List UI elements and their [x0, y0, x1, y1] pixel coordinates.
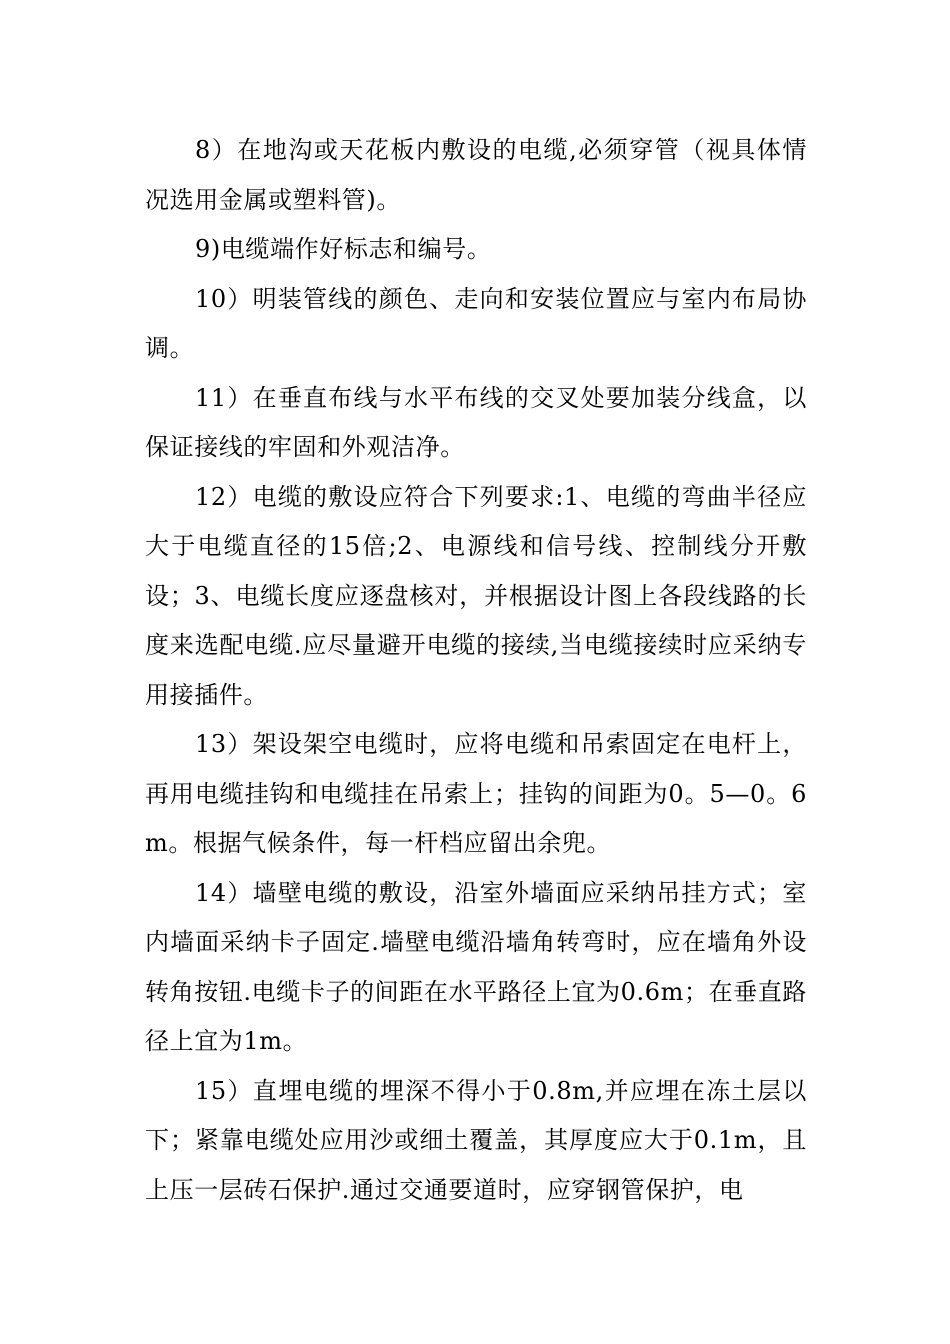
paragraph-item-15: 15）直埋电缆的埋深不得小于0.8m,并应埋在冻土层以下；紧靠电缆处应用沙或细土覆盖，其厚度应大于0.1m，且上压一层砖石保护.通过交通要道时，应穿钢管保护，电	[145, 1076, 807, 1204]
paragraph-item-12: 12）电缆的敷设应符合下列要求:1、电缆的弯曲半径应大于电缆直径的15倍;2、电源线和信号线、控制线分开敷设；3、电缆长度应逐盘核对，并根据设计图上各段线路的长度来选配电缆.应尽量避开电缆的接续,当电缆接续时应采纳专用接插件。	[145, 482, 807, 709]
paragraph-item-11: 11）在垂直布线与水平布线的交叉处要加装分线盒，以保证接线的牢固和外观洁净。	[145, 383, 807, 461]
paragraph-item-14: 14）墙壁电缆的敷设，沿室外墙面应采纳吊挂方式；室内墙面采纳卡子固定.墙壁电缆沿墙角转弯时，应在墙角外设转角按钮.电缆卡子的间距在水平路径上宜为0.6m；在垂直路径上宜为1m。	[145, 878, 807, 1055]
paragraph-item-9: 9)电缆端作好标志和编号。	[195, 235, 492, 263]
paragraph-item-13: 13）架设架空电缆时，应将电缆和吊索固定在电杆上，再用电缆挂钩和电缆挂在吊索上；挂钩的间距为0。5—0。6m。根据气候条件，每一杆档应留出余兜。	[145, 730, 807, 857]
paragraph-item-8: 8）在地沟或天花板内敷设的电缆,必须穿管（视具体情况选用金属或塑料管)。	[145, 136, 807, 214]
document-body	[145, 126, 807, 1215]
paragraph-item-10: 10）明装管线的颜色、走向和安装位置应与室内布局协调。	[145, 284, 807, 362]
